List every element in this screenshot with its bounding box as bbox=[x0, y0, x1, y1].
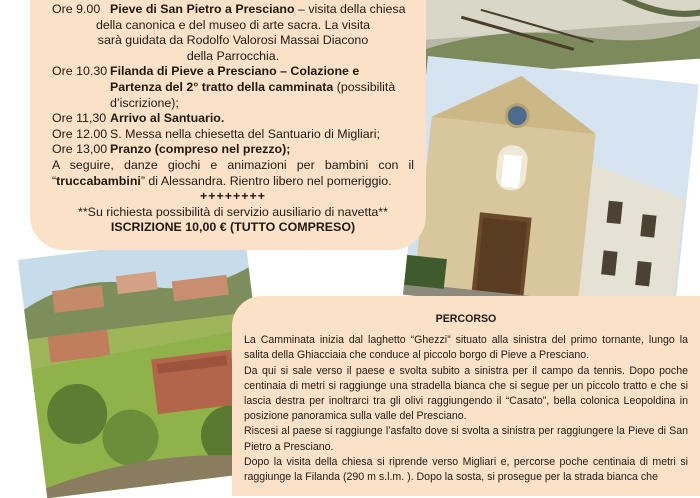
registration-fee: ISCRIZIONE 10,00 € (TUTTO COMPRESO) bbox=[110, 220, 356, 235]
photo-church-pieve bbox=[403, 56, 699, 323]
percorso-paragraph: La Camminata inizia dal laghetto “Ghezzi” situato alla sinistra del primo tornante, lungo la salita della Ghiacciaia che conduce al piccolo borgo di Pieve a Presciano. bbox=[244, 334, 688, 362]
percorso-paragraph: Da qui si sale verso il paese e svolta subito a sinistra per il campo da tennis. Dopo poche centinaia di metri si raggiunge una stradella bianca che si segue per un piccolo tratto e che si lascia destra per inoltrarci tra gli olivi raggiungendo il “Casato”, bella colonica Leopoldina in posizione panoramica sulla valle del Presciano. bbox=[244, 364, 688, 423]
percorso-panel bbox=[232, 296, 700, 496]
program-time: Ore 13,00 bbox=[52, 142, 108, 157]
program-text: S. Messa nella chiesetta del Santuario di Migliari; bbox=[110, 126, 380, 141]
program-text: Pranzo (compreso nel prezzo); bbox=[110, 142, 291, 157]
program-detail-line: della Parrocchia. bbox=[186, 48, 280, 63]
percorso-paragraph: Dopo la visita della chiesa si riprende verso Migliari e, percorse poche centinaia di metri si raggiunge la Filanda (290 m s.l.m. ). Dopo la sosta, si prosegue per la strada bianca che bbox=[244, 455, 688, 484]
church-facade-illustration bbox=[403, 56, 699, 323]
percorso-paragraph: Riscesi al paese si raggiunge l’asfalto dove si svolta a sinistra per raggiungere la Pieve di San Pietro a Presciano. bbox=[244, 425, 688, 453]
program-text: Arrivo al Santuario. bbox=[110, 111, 225, 126]
program-venue: Filanda di Pieve a Presciano – Colazione e Partenza del 2° tratto della camminata bbox=[110, 64, 360, 94]
shuttle-note: **Su richiesta possibilità di servizio ausiliario di navetta** bbox=[78, 204, 388, 219]
program-time: Ore 11,30 bbox=[52, 111, 107, 126]
program-time: Ore 12.00 bbox=[52, 126, 108, 141]
program-time: Ore 9.00 bbox=[52, 2, 101, 16]
program-time: Ore 10.30 bbox=[52, 64, 108, 79]
program-row: Ore 10.30 Filanda di Pieve a Presciano – Colazione e Partenza del 2° tratto della camminata (possibilità d’iscrizione); bbox=[52, 64, 396, 110]
program-venue: Pieve di San Pietro a Presciano bbox=[110, 2, 295, 16]
program-detail-line: della canonica e del museo di arte sacra. La visita bbox=[95, 17, 371, 32]
program-detail-line: sarà guidata da Rodolfo Valorosi Massai Diacono bbox=[97, 33, 369, 48]
program-row bbox=[52, 142, 414, 158]
program-panel bbox=[30, 0, 426, 250]
program-row bbox=[52, 111, 414, 127]
separator-stars: ++++++++ bbox=[200, 189, 266, 204]
program-followup: A seguire, danze giochi e animazioni per bambini con il “truccabambini” di Alessandra. Rientro libero nel pomeriggio. bbox=[52, 157, 414, 188]
program-row bbox=[52, 127, 414, 143]
program-row: Ore 9.00 Pieve di San Pietro a Presciano – visita della chiesa bbox=[52, 2, 406, 16]
percorso-title: PERCORSO bbox=[435, 313, 497, 325]
